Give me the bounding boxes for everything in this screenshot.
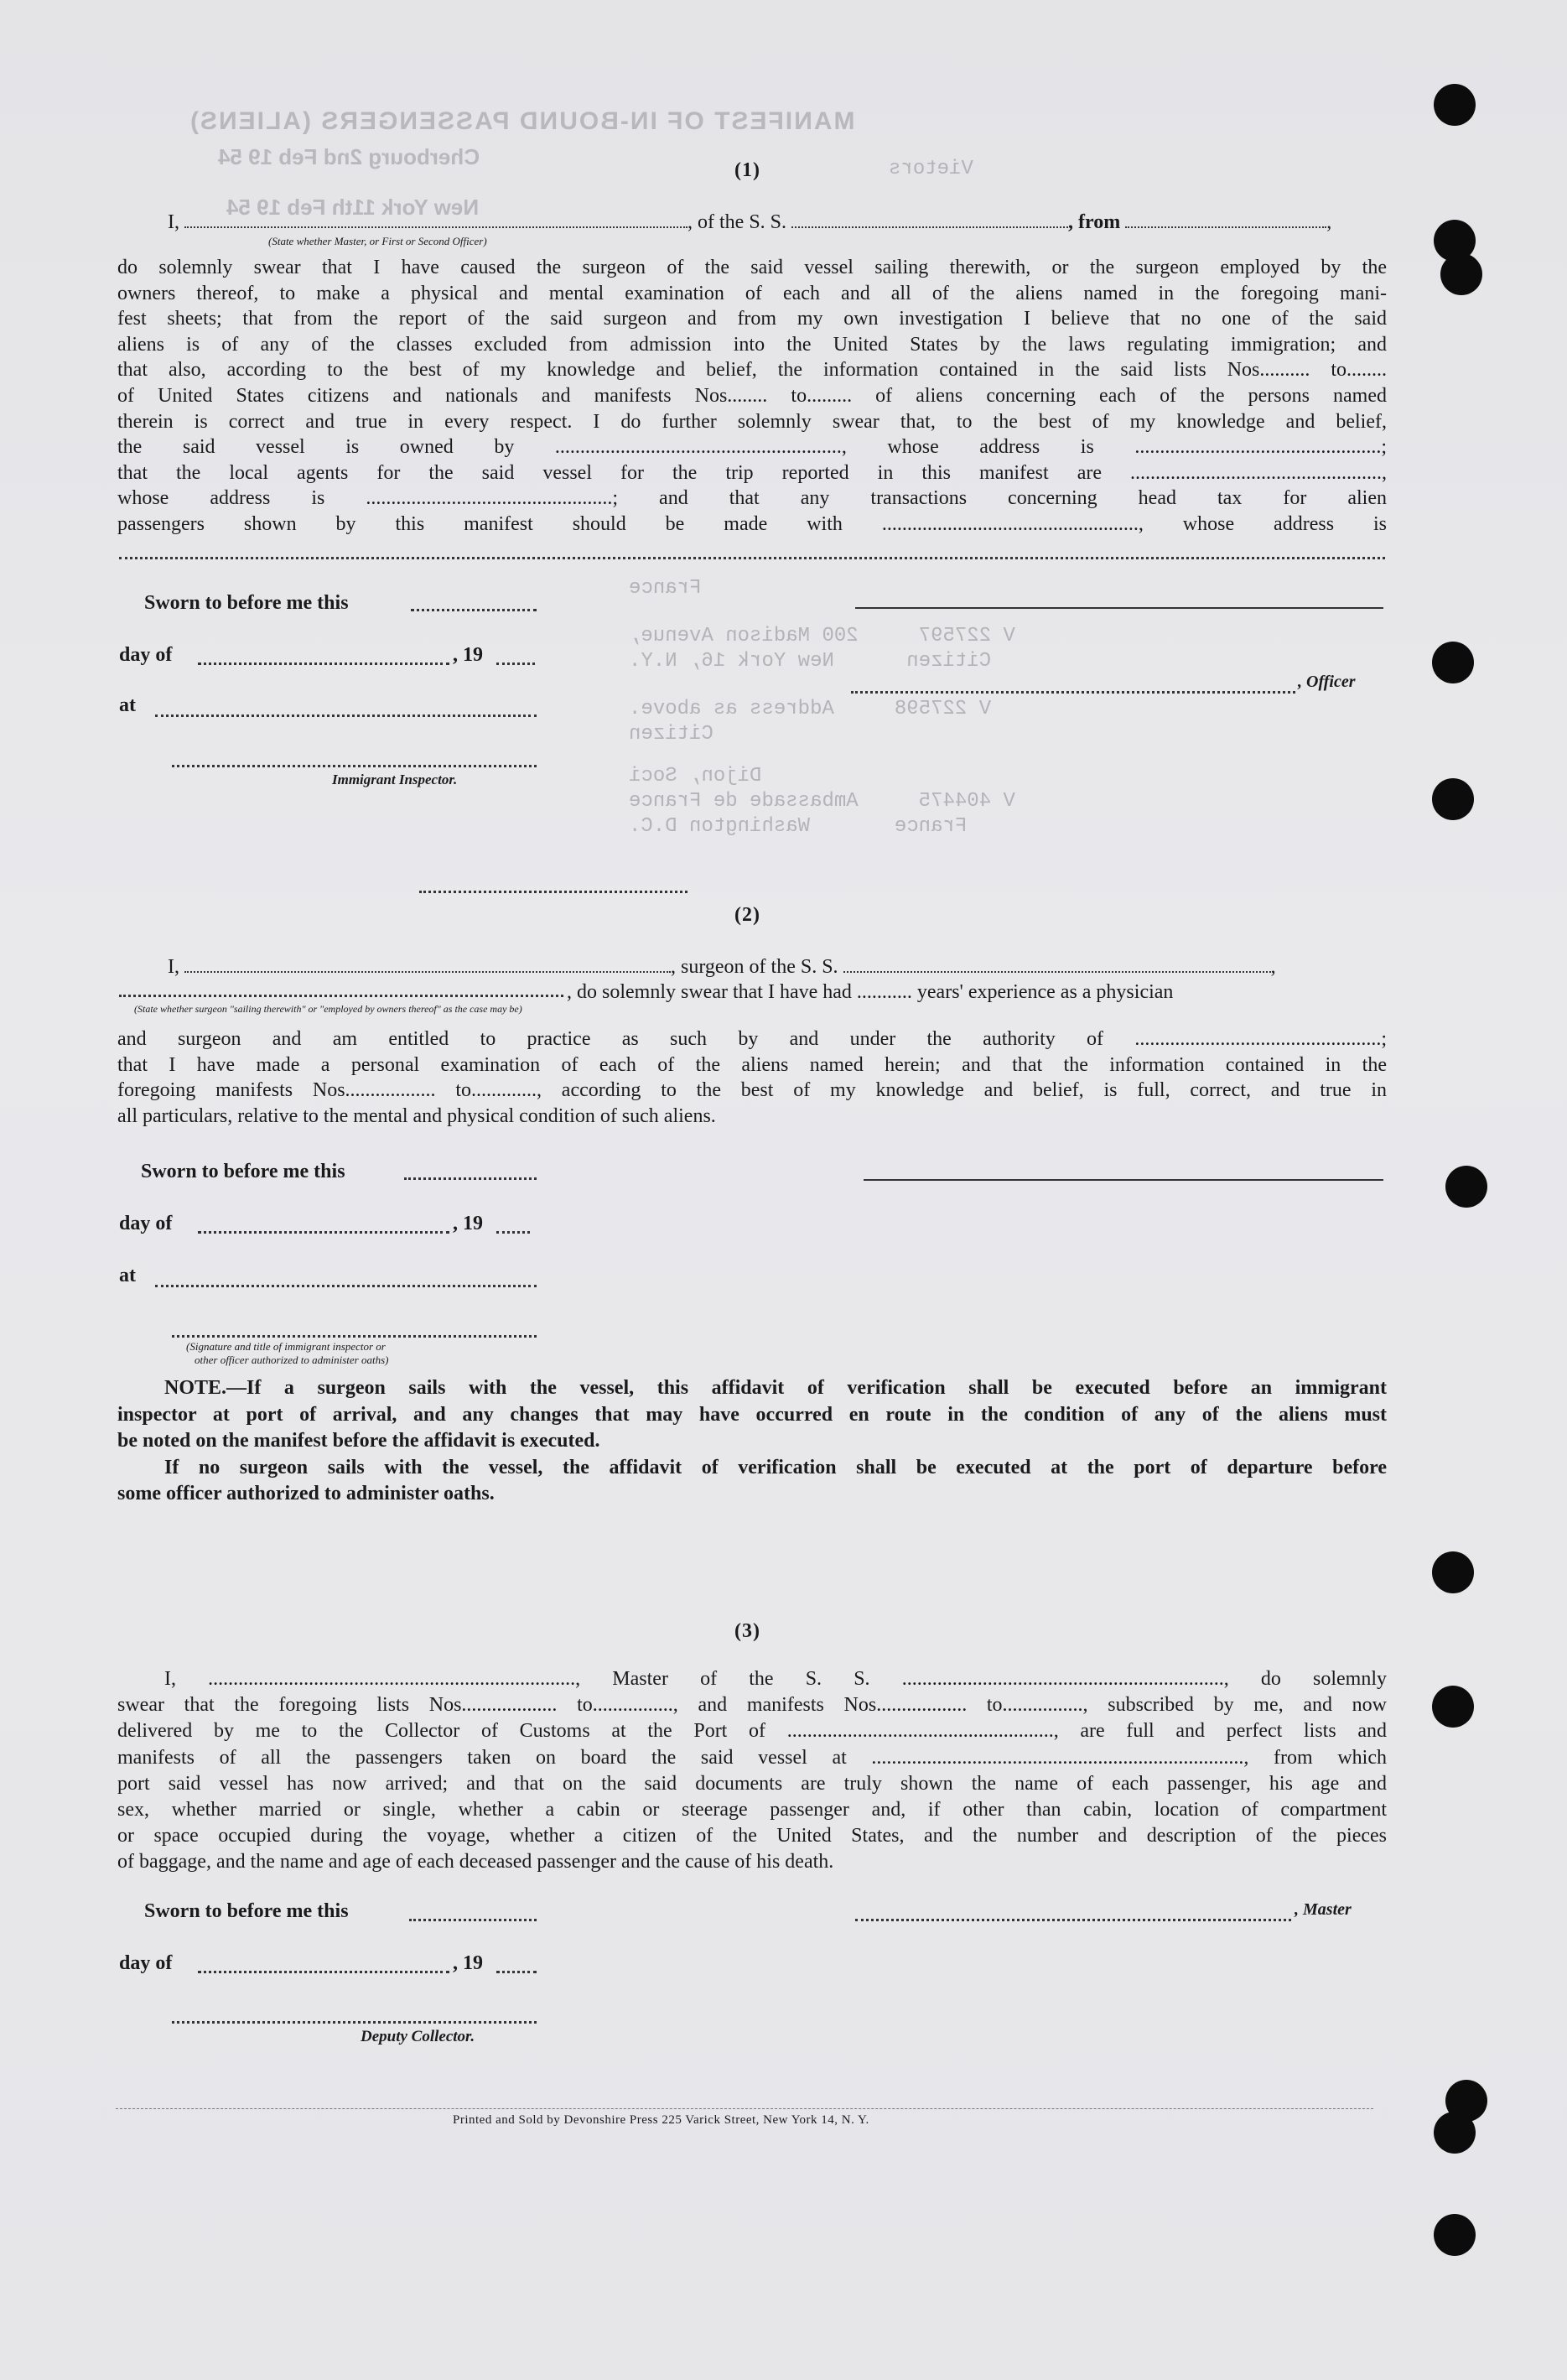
section-2-body <box>117 1026 1387 1129</box>
section-2-year-label: , 19 <box>453 1213 483 1234</box>
immigrant-inspector-label: Immigrant Inspector. <box>332 772 458 787</box>
section-3-year-field[interactable] <box>496 1971 537 1973</box>
note-line-5: some officer authorized to administer oaths. <box>117 1483 495 1504</box>
note-line-4: If no surgeon sails with the vessel, the affidavit of verification shall be executed at the port of departure before <box>164 1456 1387 1478</box>
section-3-line: sex, whether married or single, whether a cabin or steerage passenger and, if other than cabin, location of compartment <box>117 1799 1387 1821</box>
section-2-first-line: I, , surgeon of the S. S. , <box>168 956 1276 978</box>
bleed-header-title: MANIFEST OF IN-BOUND PASSENGERS (ALIENS) <box>189 107 855 135</box>
punch-hole <box>1434 84 1476 126</box>
punch-hole <box>1432 778 1474 820</box>
section-2-at-label: at <box>119 1265 136 1286</box>
section-2-day-field[interactable] <box>198 1231 449 1234</box>
section-2-sworn-label: Sworn to before me this <box>141 1161 345 1182</box>
bleed-header-line3: New York 11th Feb 19 54 <box>226 195 480 220</box>
inspector-signature-line[interactable] <box>172 765 537 767</box>
bleed-typed-3: V 227597 200 Madison Avenue, <box>629 625 1015 647</box>
section-1-line: aliens is of any of the classes excluded from admission into the United States by the laws regulating immigration; and <box>117 333 1387 356</box>
bleed-typed-4: Citizen New York 16, N.Y. <box>629 650 992 673</box>
note-block <box>117 1375 1387 1508</box>
surgeon-signature-line[interactable] <box>864 1179 1383 1181</box>
surgeon-status-field[interactable] <box>119 995 563 997</box>
section-1-line: the said vessel is owned by ........................................................., whose address is .................................................; <box>117 436 1387 459</box>
printer-credit: Printed and Sold by Devonshire Press 225 Varick Street, New York 14, N. Y. <box>453 2113 869 2127</box>
surgeon-status-note: (State whether surgeon "sailing therewith" or "employed by owners thereof" as the case may be) <box>134 1003 522 1015</box>
punch-hole <box>1445 1166 1487 1208</box>
section-3-line: I, ........................................................................., Master of the S. S. ................................................................, do solemnly <box>164 1668 1387 1690</box>
punch-hole <box>1434 2214 1476 2256</box>
section-1-line: of United States citizens and nationals and manifests Nos........ to......... of aliens concerning each of the persons named <box>117 384 1387 407</box>
ship-name-field[interactable] <box>791 210 1068 228</box>
section-1-line: that also, according to the best of my knowledge and belief, the information contained in the said lists Nos.......... to........ <box>117 359 1387 382</box>
section-3-number: (3) <box>734 1620 760 1642</box>
surgeon-ship-label: , surgeon of the S. S. <box>671 956 838 978</box>
section-2-at-field[interactable] <box>155 1285 537 1287</box>
section-3-sworn-label: Sworn to before me this <box>144 1900 349 1922</box>
bleed-typed-8: V 404475 Ambassade de France <box>629 790 1015 813</box>
officer-title-line[interactable] <box>851 691 1295 694</box>
section-2-day-of-label: day of <box>119 1213 173 1234</box>
section-1-line: therein is correct and true in every respect. I do further solemnly swear that, to the best of my knowledge and belief, <box>117 410 1387 433</box>
section-1-day-of-label: day of <box>119 644 173 666</box>
bleed-header-line2: Cherbourg 2nd Feb 19 54 <box>218 144 480 169</box>
section-3-day-of-label: day of <box>119 1952 173 1974</box>
section-1-prefix: I, <box>168 211 179 233</box>
section-1-sworn-label: Sworn to before me this <box>144 592 349 614</box>
section-1-at-label: at <box>119 694 136 716</box>
from-port-field[interactable] <box>1125 210 1326 228</box>
section-1-year-field[interactable] <box>496 663 535 665</box>
section-3-day-field[interactable] <box>198 1971 449 1973</box>
section-1-line: owners thereof, to make a physical and mental examination of each and all of the aliens named in the foregoing mani- <box>117 282 1387 304</box>
section-3-line: or space occupied during the voyage, whether a citizen of the United States, and the number and description of the pieces <box>117 1825 1387 1847</box>
section-1-number: (1) <box>734 159 760 181</box>
section-1-first-line: I, , of the S. S. , from , <box>168 211 1332 233</box>
note-label: NOTE. <box>164 1377 227 1399</box>
section-1-body <box>117 255 1387 538</box>
section-2-second-line: , do solemnly swear that I have had ........... years' experience as a physician <box>567 981 1174 1003</box>
master-signature-line[interactable] <box>855 1919 1291 1921</box>
section-3-line: delivered by me to the Collector of Customs at the Port of ....................................................., are full and perfect lists and <box>117 1720 1387 1743</box>
section-3-year-label: , 19 <box>453 1952 483 1974</box>
separator-dots <box>419 891 688 893</box>
note-line-2: inspector at port of arrival, and any changes that may have occurred en route in the condition of any of the aliens must <box>117 1403 1387 1426</box>
punch-hole <box>1432 1686 1474 1728</box>
master-label: , Master <box>1295 1900 1352 1919</box>
section-1-line: fest sheets; that from the report of the said surgeon and from my own investigation I believe that no one of the said <box>117 308 1387 330</box>
officer-signature-line[interactable] <box>855 607 1383 609</box>
section-1-line: that the local agents for the said vessel for the trip reported in this manifest are .................................................., <box>117 461 1387 484</box>
address-continuation-line[interactable] <box>119 557 1385 559</box>
punch-hole <box>1432 642 1474 683</box>
deputy-collector-label: Deputy Collector. <box>361 2028 475 2045</box>
section-1-from-label: , from <box>1068 211 1121 233</box>
surgeon-ship-field[interactable] <box>843 954 1271 973</box>
note-line-1: NOTE.—If a surgeon sails with the vessel, this affidavit of verification shall be executed before an immigrant <box>164 1377 1387 1399</box>
section-1-line: do solemnly swear that I have caused the surgeon of the said vessel sailing therewith, or the surgeon employed by the <box>117 257 1387 278</box>
bleed-typed-1: Vietors <box>889 158 973 180</box>
signature-note-2: other officer authorized to administer oaths) <box>195 1354 389 1366</box>
section-2-line: and surgeon and am entitled to practice as such by and under the authority of .................................................; <box>117 1028 1387 1050</box>
section-1-at-field[interactable] <box>155 715 537 717</box>
punch-hole <box>1434 2112 1476 2154</box>
section-3-line: swear that the foregoing lists Nos................... to................, and manifests Nos.................. to................, subscribed by me, and now <box>117 1694 1387 1717</box>
section-3-line: manifests of all the passengers taken on board the said vessel at .........................................................................., from which <box>117 1746 1387 1769</box>
section-3-body <box>117 1666 1387 1876</box>
bleed-typed-5: V 227598 Address as above. <box>629 698 992 720</box>
section-2-line: all particulars, relative to the mental and physical condition of such aliens. <box>117 1104 716 1127</box>
section-2-line: that I have made a personal examination of each of the aliens named herein; and that the information contained in the <box>117 1053 1387 1076</box>
signature-note-1: (Signature and title of immigrant inspector or <box>186 1340 386 1353</box>
officer-label: , Officer <box>1298 673 1356 691</box>
section-2-inspector-line[interactable] <box>172 1335 537 1338</box>
punch-hole <box>1440 253 1482 295</box>
collector-signature-line[interactable] <box>172 2021 537 2024</box>
bleed-typed-6: Citizen <box>629 723 713 746</box>
bleed-typed-2: France <box>629 577 702 600</box>
section-3-sworn-field[interactable] <box>409 1919 537 1921</box>
section-1-sworn-field[interactable] <box>411 609 537 611</box>
state-whether-master-note: (State whether Master, or First or Second Officer) <box>268 235 487 247</box>
bleed-typed-7: Dijon, Soci <box>629 765 931 787</box>
bleed-typed-9: France Washington D.C. <box>629 815 968 838</box>
section-1-day-field[interactable] <box>198 663 449 665</box>
section-2-line: foregoing manifests Nos.................. to............., according to the best of my knowledge and belief, is full, correct, and true in <box>117 1079 1387 1102</box>
section-1-year-label: , 19 <box>453 644 483 666</box>
section-2-year-field[interactable] <box>496 1231 530 1234</box>
section-1-line: whose address is .................................................; and that any transactions concerning head tax for alien <box>117 487 1387 510</box>
section-2-number: (2) <box>734 904 760 926</box>
section-3-line: port said vessel has now arrived; and that on the said documents are truly shown the name of each passenger, his age and <box>117 1772 1387 1795</box>
officer-name-field[interactable] <box>184 210 688 228</box>
section-1-line: passengers shown by this manifest should be made with ..................................................., whose address is <box>117 512 1387 535</box>
section-3-line: of baggage, and the name and age of each deceased passenger and the cause of his death. <box>117 1851 834 1873</box>
punch-hole <box>1432 1551 1474 1593</box>
surgeon-name-field[interactable] <box>184 954 671 973</box>
section-2-sworn-field[interactable] <box>404 1177 537 1180</box>
note-line-3: be noted on the manifest before the affidavit is executed. <box>117 1430 600 1452</box>
section-1-ship-label: , of the S. S. <box>688 211 787 233</box>
footer-rule <box>116 2108 1373 2109</box>
